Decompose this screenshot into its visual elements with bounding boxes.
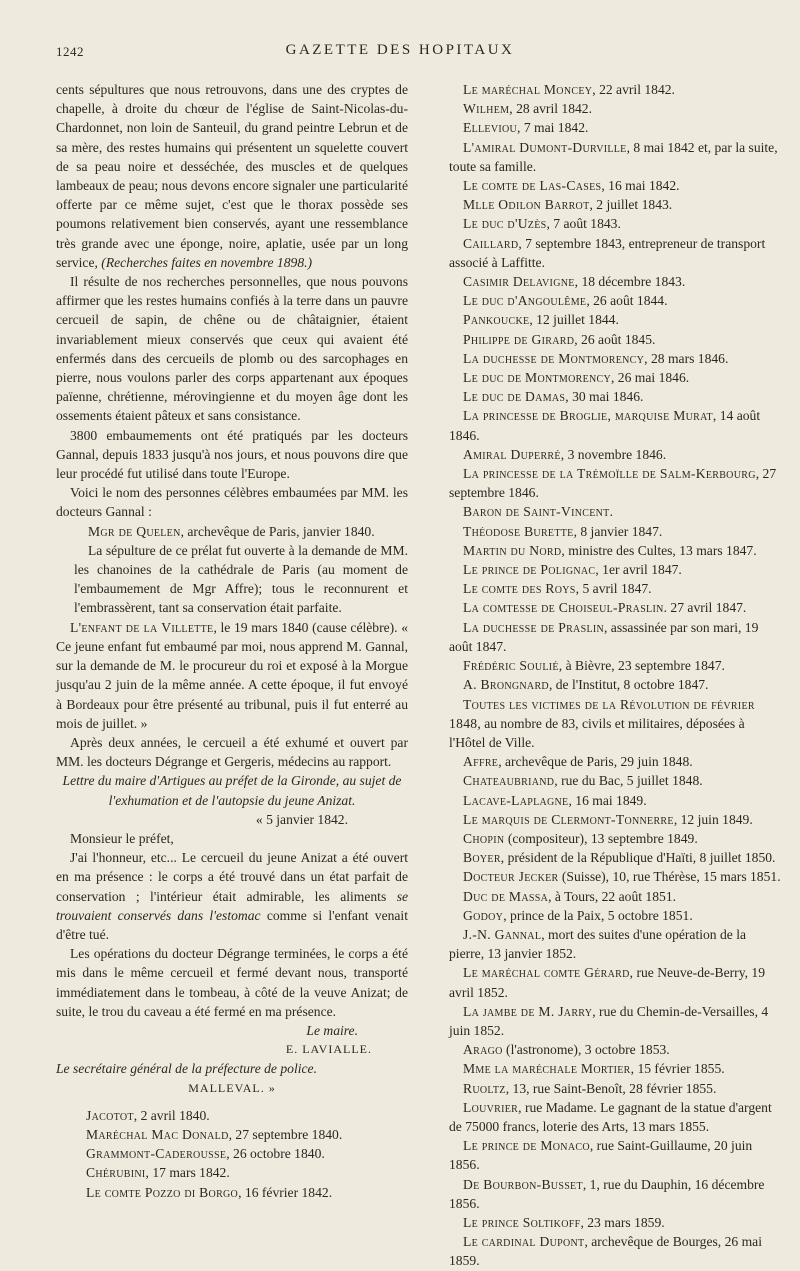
entry-name: Pankoucke [463,312,530,328]
entry-name: Chateaubriand [463,773,555,789]
list-item [433,925,783,963]
entry-name: Martin du Nord [463,542,562,558]
entry-details: , 8 mai 1842 et, par la suite, toute sa famille. [449,139,778,174]
list-item [433,118,783,137]
entry-name: La duchesse de Montmorency [463,350,645,366]
list-item [433,99,783,118]
entry-name: Le prince de Monaco [463,1138,590,1154]
entry-name: Godoy [463,907,504,923]
list-item [433,80,783,99]
paragraph: 3800 embaumements ont été pratiqués par les docteurs Gannal, depuis 1833 jusqu'à nos jours, et nous pouvons dire que leur procédé fut utilisé dans toute l'Europe. [56,427,408,482]
list-item [433,1232,783,1270]
entry-details: , à Bièvre, 23 septembre 1847. [558,658,725,674]
entry-details: , 5 avril 1847. [575,581,652,597]
list-item [433,579,783,598]
list-item [433,1059,783,1078]
entry-details: , assassinée par son mari, 19 août 1847. [449,619,759,654]
page-number: 1242 [56,44,84,59]
paragraph: Voici le nom des personnes célèbres embaumées par MM. les docteurs Gannal : [56,485,408,520]
list-item [433,464,783,502]
entry-name: Caillard [463,235,519,251]
entry-details: , 18 décembre 1843. [574,274,686,290]
entry-details: , 13, rue Saint-Benoît, 28 février 1855. [505,1080,717,1096]
entry-details: , 7 mai 1842. [517,120,589,136]
entry-name: Le cardinal Dupont [463,1234,585,1250]
list-item [433,560,783,579]
list-item: Le comte Pozzo di Borgo, 16 février 1842. [86,1184,333,1200]
entry-details: , rue Saint-Guillaume, 20 juin 1856. [449,1138,753,1173]
list-item: Grammont-Caderousse, 26 octobre 1840. [86,1146,325,1162]
entry-details: , 7 septembre 1843, entrepreneur de transport associé à Laffitte. [449,235,766,270]
entry-name: Amiral Duperré [463,446,561,462]
embalmed-entry [56,522,408,618]
entry-name: Le maréchal Moncey [463,82,593,97]
entry-details: , 28 mars 1846. [644,350,729,366]
list-item [433,887,783,906]
entry-name: Le duc d'Angoulême [463,293,587,309]
list-item [433,138,783,176]
entry-name: Baron de Saint-Vincent [463,504,610,520]
entry-details: , 27 septembre 1846. [449,466,777,501]
entry-heading: Mgr de Quelen, archevêque de Paris, janvier 1840. [88,523,375,539]
list-item: Jacotot, 2 avril 1840. [86,1107,210,1123]
entry-details: , rue Neuve-de-Berry, 19 avril 1852. [449,965,766,1000]
entry-name: Le comte de Las-Cases [463,178,602,194]
list-item [433,502,783,521]
list-item [433,906,783,925]
entry-name: Wilhem [463,101,510,117]
list-item [433,656,783,675]
entry-name: Docteur Jecker [463,869,559,885]
entry-details: , 26 août 1844. [586,293,668,309]
list-item [433,752,783,771]
entry-name: Chopin [463,830,505,846]
paragraph: Il résulte de nos recherches personnelles, que nous pouvons affirmer que les restes humains confiés à la terre dans un pauvre cercueil de sapin, de chêne ou de châtaignier, étaient invariablement mieux conservés que ceux qui avaient été enfermés dans des cercueils de plomb ou des sarcophages en pierre, nous voulons parler des corps appartenant aux époques païenne, chrétienne, mérovingienne et du moyen âge dont les ossements étaient pâteux et sans consistance. [56,274,408,424]
entry-details: , 1, rue du Dauphin, 16 décembre 1856. [449,1176,765,1211]
entry-details: , 16 mai 1849. [568,792,647,808]
list-item [433,272,783,291]
entry-details: , président de la République d'Haïti, 8 juillet 1850. [500,850,776,866]
entry-details: , mort des suites d'une opération de la pierre, 13 janvier 1852. [449,926,747,962]
entry-name: La duchesse de Praslin [463,619,604,635]
list-item [433,598,783,617]
list-item [433,406,783,444]
entry-details: , 22 avril 1842. [592,82,675,97]
list-item [433,541,783,560]
list-item [433,1040,783,1059]
signature-name: E. LAVIALLE. [285,1042,372,1057]
entry-details: , 26 août 1845. [574,331,656,347]
list-item [433,675,783,694]
entry-details: , au nombre de 83, civils et militaires, déposées à l'Hôtel de Ville. [449,715,745,750]
entry-details: , de l'Institut, 8 octobre 1847. [548,677,709,693]
entry-details: , archevêque de Paris, 29 juin 1848. [498,754,693,770]
entry-details: (compositeur), 13 septembre 1849. [504,830,698,846]
list-item [433,176,783,195]
list-item [433,330,783,349]
letter-title: Lettre du maire d'Artigues au préfet de la Gironde, au sujet de l'exhumation et de l'autopsie du jeune Anizat. [62,773,402,808]
letter-date: « 5 janvier 1842. [255,811,348,827]
entry-details: , 12 juin 1849. [673,811,753,827]
entry-details: , à Tours, 22 août 1851. [548,888,677,904]
list-item [433,195,783,214]
list-item [433,234,783,272]
entry-name: Le duc de Damas [463,389,566,405]
running-head: GAZETTE DES HOPITAUX [285,42,515,58]
entry-name: Théodose Burette [463,523,574,539]
signature-role: Le maire. [306,1022,358,1038]
letter-paragraph: J'ai l'honneur, etc... Le cercueil du jeune Anizat a été ouvert en ma présence : le corps a été trouvé dans un état parfait de conservation ; l'intérieur était admirable, les aliments se trouvaient conservés dans l'estomac comme si l'enfant venait d'être tué. [56,850,409,942]
entry-details: , rue du Bac, 5 juillet 1848. [554,773,703,789]
entry-details: . 27 avril 1847. [663,600,747,616]
left-column [56,80,408,1202]
entry-name: De Bourbon-Busset [463,1176,583,1192]
list-item [433,771,783,790]
entry-details: , 14 août 1846. [449,408,761,443]
list-item [433,387,783,406]
list-item [433,618,783,656]
list-item [433,867,783,886]
list-item [433,791,783,810]
entry-details: , 23 mars 1859. [580,1214,665,1230]
entry-details: , rue du Chemin-de-Versailles, 4 juin 1852. [449,1003,769,1038]
entry-details: , 8 janvier 1847. [573,523,663,539]
entry-details: , 3 novembre 1846. [560,446,667,462]
entry-details: , rue Madame. Le gagnant de la statue d'argent de 75000 francs, loterie des Arts, 13 mars 1855. [449,1099,772,1134]
entry-name: Le prince de Polignac [463,562,596,578]
entry-details: (Suisse), 10, rue Thérèse, 15 mars 1851. [558,869,781,885]
entry-name: La princesse de Broglie, marquise Murat [463,408,713,424]
letter-paragraph: Les opérations du docteur Dégrange terminées, le corps a été mis dans le même cercueil et fermé devant nous, transporté immédiatement dans le tombeau, à côté de la veuve Anizat; de suite, le trou du caveau a été fermé en ma présence. [56,946,408,1019]
entry-name: Toutes les victimes de la Révolution de février 1848 [449,696,755,731]
entry-name: Lacave-Laplagne [463,792,569,808]
entry-details: . [609,504,613,520]
entry-name: Frédéric Soulié [463,658,559,674]
entry-name: La princesse de la Trémoïlle de Salm-Kerbourg [463,466,756,482]
entry-details: , 12 juillet 1844. [529,312,619,328]
list-item: Maréchal Mac Donald, 27 septembre 1840. [86,1126,343,1142]
entry-details: , ministre des Cultes, 13 mars 1847. [561,542,757,558]
entry-name: Le marquis de Clermont-Tonnerre [463,811,674,827]
list-item [433,522,783,541]
entry-name: Affre [463,754,499,770]
entry-name: Duc de Massa [463,888,549,904]
list-item [433,291,783,310]
list-item [433,368,783,387]
list-item [433,810,783,829]
entry-details: , 30 mai 1846. [565,389,644,405]
right-column [433,80,783,1271]
paragraph: cents sépultures que nous retrouvons, dans une des cryptes de chapelle, à droite du chœur de l'église de Saint-Nicolas-du-Chardonnet, non loin de Santeuil, du grand peintre Lebrun et de sa mère, des restes humains qui présentent un squelette couvert de sa peau noire et desséchée, des muscles et de quelques lambeaux de peau; nous devons encore signaler une particularité offerte par ce même sujet, c'est que le thorax possède ses poumons relativement bien conservés, ayant une ressemblance très grande avec une éponge, noire, aplatie, usée par un long service, (Recherches faites en novembre 1898.) [56,82,408,270]
list-item [433,848,783,867]
entry-name: Le maréchal comte Gérard [463,965,630,981]
entry-name: La jambe de M. Jarry [463,1003,593,1019]
list-item [433,1175,783,1213]
list-item [433,695,783,753]
entry-name: L'amiral Dumont-Durville [463,139,627,155]
list-item [433,1098,783,1136]
entry-name: Elleviou [463,120,518,136]
list-item [433,963,783,1001]
entry-name: Arago [463,1042,503,1058]
list-item [433,349,783,368]
list-item [433,1213,783,1232]
entry-name: Mme la maréchale Mortier [463,1061,631,1077]
entry-name: Philippe de Girard [463,331,575,347]
entry-name: La comtesse de Choiseul-Praslin [463,600,664,616]
entry-details: , prince de la Paix, 5 octobre 1851. [503,907,693,923]
entry-name: Mlle Odilon Barrot [463,197,590,213]
entry-details: , 28 avril 1842. [509,101,592,117]
entry-name: Le comte des Roys [463,581,576,597]
entry-heading: L'enfant de la Villette, le 19 mars 1840 (cause célèbre). « Ce jeune enfant fut embaumé par moi, nous apprend M. Gannal, sur la demande de M. le procureur du roi et exposé à la Morgue jusqu'au 2 juin de la même année. A cette époque, il fut envoyé à Bordeaux pour être présenté au tribunal, puis il fut enterré au mois de juillet. » [56,619,409,731]
list-item [433,214,783,233]
entry-details: , 16 mai 1842. [601,178,680,194]
paragraph: Après deux années, le cercueil a été exhumé et ouvert par MM. les docteurs Dégrange et Gergeris, médecins au rapport. [56,734,408,770]
list-item [433,1079,783,1098]
entry-name: Louvrier [463,1099,519,1115]
secretary-name: MALLEVAL. » [188,1080,276,1095]
entry-details: , 15 février 1855. [630,1061,725,1077]
secretary-title: Le secrétaire général de la préfecture de police. [56,1061,317,1077]
list-item [433,445,783,464]
list-item [433,829,783,848]
list-item [433,310,783,329]
letter-salutation: Monsieur le préfet, [70,830,174,846]
entry-description: La sépulture de ce prélat fut ouverte à la demande de MM. les chanoines de la cathédrale de Paris (au moment de l'embaumement de Mgr Affre); tous le reconnurent et l'embrassèrent, tant sa conservation était parfaite. [74,542,408,616]
list-item [433,1002,783,1040]
entry-name: Casimir Delavigne [463,274,575,290]
entry-name: J.-N. Gannal [463,926,542,942]
entry-name: Le duc de Montmorency [463,370,611,386]
entry-details: , 1er avril 1847. [595,562,682,578]
entry-details: , archevêque de Bourges, 26 mai 1859. [449,1234,762,1269]
entry-details: , 2 juillet 1843. [589,197,673,213]
entry-details: , 26 mai 1846. [611,370,690,386]
entry-name: A. Brongnard [463,677,549,693]
entry-name: Le duc d'Uzès [463,216,547,232]
entry-name: Ruoltz [463,1080,506,1096]
entry-name: Le prince Soltikoff [463,1214,581,1230]
list-item: Chérubini, 17 mars 1842. [86,1165,230,1181]
entry-details: , 7 août 1843. [546,216,621,232]
entry-details: (l'astronome), 3 octobre 1853. [502,1042,670,1058]
list-item [433,1136,783,1174]
entry-name: Boyer [463,850,501,866]
